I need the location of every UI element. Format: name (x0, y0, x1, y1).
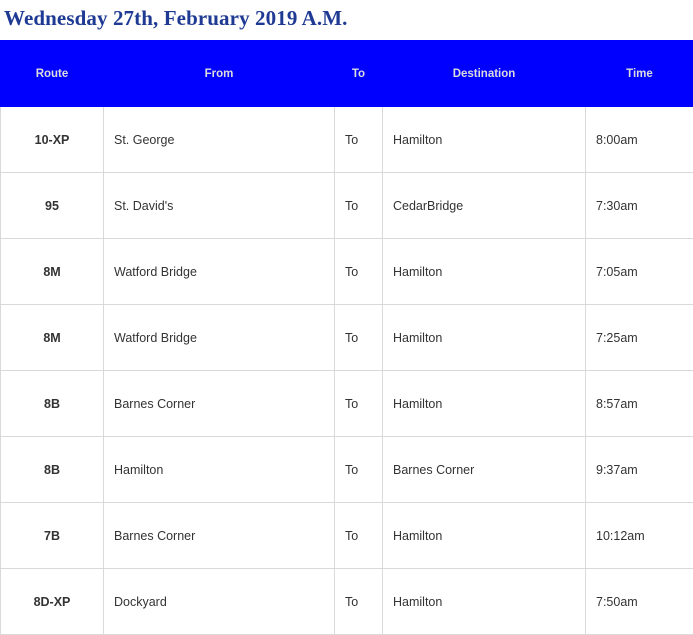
column-header-destination: Destination (383, 41, 586, 107)
cell-from: Watford Bridge (104, 305, 335, 371)
cell-destination: Hamilton (383, 107, 586, 173)
column-header-to: To (335, 41, 383, 107)
cell-time: 8:00am (586, 107, 693, 173)
table-row (1, 569, 693, 635)
header-row (1, 41, 693, 107)
table-header (1, 41, 693, 107)
cell-route: 10-XP (1, 107, 104, 173)
cell-route: 95 (1, 173, 104, 239)
cell-from: St. George (104, 107, 335, 173)
cell-from: Dockyard (104, 569, 335, 635)
cell-to: To (335, 569, 383, 635)
cell-time: 8:57am (586, 371, 693, 437)
table-row (1, 371, 693, 437)
cell-to: To (335, 371, 383, 437)
cell-time: 7:50am (586, 569, 693, 635)
page-title: Wednesday 27th, February 2019 A.M. (4, 6, 693, 31)
cell-to: To (335, 437, 383, 503)
column-header-from: From (104, 41, 335, 107)
cell-from: Watford Bridge (104, 239, 335, 305)
cell-to: To (335, 173, 383, 239)
cell-destination: Hamilton (383, 239, 586, 305)
cell-from: Barnes Corner (104, 371, 335, 437)
cell-route: 8B (1, 371, 104, 437)
cell-route: 7B (1, 503, 104, 569)
cell-to: To (335, 239, 383, 305)
cell-time: 7:05am (586, 239, 693, 305)
cell-from: St. David's (104, 173, 335, 239)
cell-time: 10:12am (586, 503, 693, 569)
cell-from: Hamilton (104, 437, 335, 503)
cell-to: To (335, 107, 383, 173)
cell-from: Barnes Corner (104, 503, 335, 569)
cell-to: To (335, 503, 383, 569)
schedule-page (0, 6, 693, 635)
cell-route: 8D-XP (1, 569, 104, 635)
cell-time: 7:25am (586, 305, 693, 371)
cell-route: 8M (1, 305, 104, 371)
cell-destination: Hamilton (383, 503, 586, 569)
table-row (1, 239, 693, 305)
cell-time: 9:37am (586, 437, 693, 503)
cell-route: 8B (1, 437, 104, 503)
column-header-route: Route (1, 41, 104, 107)
cell-destination: Hamilton (383, 305, 586, 371)
column-header-time: Time (586, 41, 693, 107)
table-row (1, 107, 693, 173)
table-row (1, 503, 693, 569)
cell-destination: Hamilton (383, 371, 586, 437)
cell-destination: CedarBridge (383, 173, 586, 239)
cell-time: 7:30am (586, 173, 693, 239)
cell-destination: Barnes Corner (383, 437, 586, 503)
cell-route: 8M (1, 239, 104, 305)
table-row (1, 173, 693, 239)
table-row (1, 305, 693, 371)
bus-schedule-table (0, 40, 693, 635)
cell-to: To (335, 305, 383, 371)
table-body (1, 107, 693, 635)
cell-destination: Hamilton (383, 569, 586, 635)
table-row (1, 437, 693, 503)
